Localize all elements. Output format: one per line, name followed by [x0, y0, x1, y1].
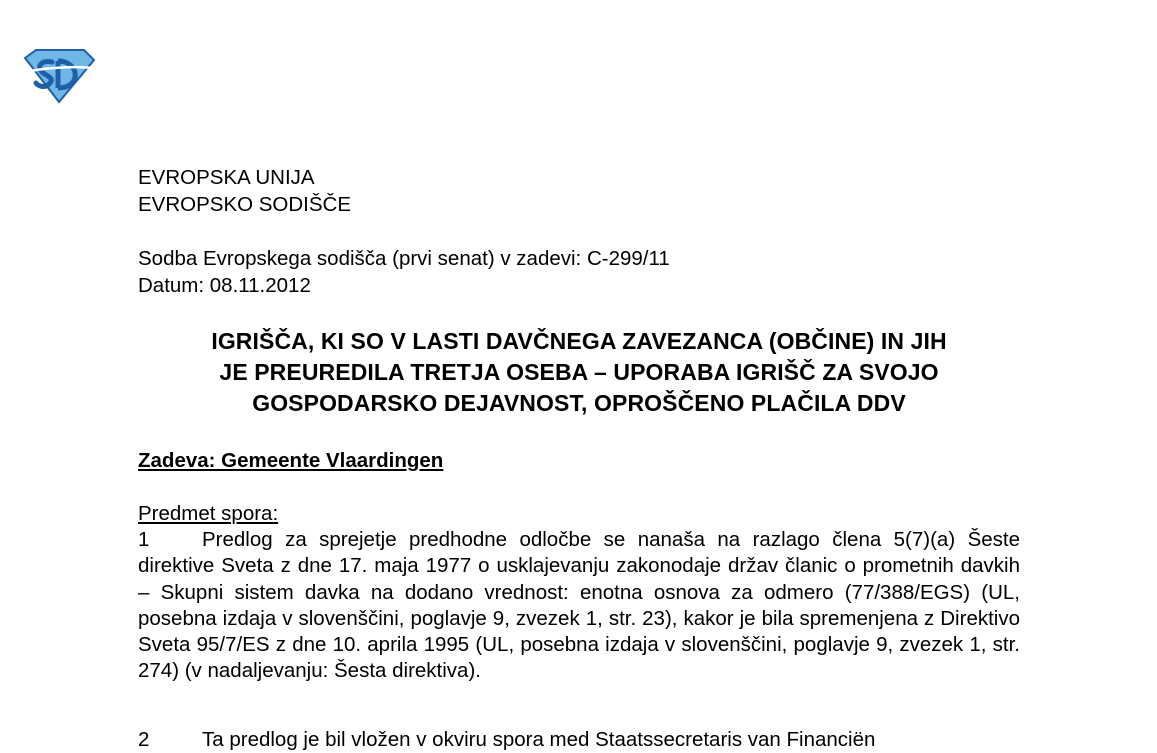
judgment-date: Datum: 08.11.2012: [138, 273, 311, 297]
paragraph-1: [138, 527, 1020, 685]
judgment-reference: Sodba Evropskega sodišča (prvi senat) v zadevi: C-299/11: [138, 247, 670, 270]
paragraph-number: 1: [138, 528, 150, 551]
title-line-1: IGRIŠČA, KI SO V LASTI DAVČNEGA ZAVEZANCA (OBČINE) IN JIH: [211, 328, 947, 354]
paragraph-text: Predlog za sprejetje predhodne odločbe se nanaša na razlago člena 5(7)(a) Šeste direktive Sveta z dne 17. maja 1977 o usklajevanju zakonodaje držav članic o prometnih davkih – Skupni sistem davka na dodano vrednost: enotna osnova za odmero (77/388/EGS) (UL, posebna izdaja v slovenščini, poglavje 9, zvezek 1, str. 23), kakor je bila spremenjena z Direktivo Sveta 95/7/ES z dne 10. aprila 1995 (UL, posebna izdaja v slovenščini, poglavje 9, zvezek 1, str. 274) (v nadaljevanju: Šesta direktiva).: [138, 528, 1020, 683]
paragraph-2: [138, 727, 1020, 753]
court-header: [138, 165, 1020, 218]
paragraph-text: Ta predlog je bil vložen v okviru spora med Staatssecretaris van Financiën: [202, 728, 876, 751]
case-name: Zadeva: Gemeente Vlaardingen: [138, 449, 444, 472]
sd-logo-icon: [22, 48, 96, 104]
title-line-3: GOSPODARSKO DEJAVNOST, OPROŠČENO PLAČILA DDV: [252, 390, 906, 416]
document-title: [138, 326, 1020, 419]
title-line-2: JE PREUREDILA TRETJA OSEBA – UPORABA IGRIŠČ ZA SVOJO: [219, 359, 939, 385]
logo: [22, 48, 96, 104]
header-line-2: EVROPSKO SODIŠČE: [138, 192, 352, 216]
subject-heading: Predmet spora:: [138, 502, 279, 525]
header-line-1: EVROPSKA UNIJA: [138, 166, 315, 189]
judgment-info: [138, 246, 1020, 299]
paragraph-number: 2: [138, 728, 150, 751]
